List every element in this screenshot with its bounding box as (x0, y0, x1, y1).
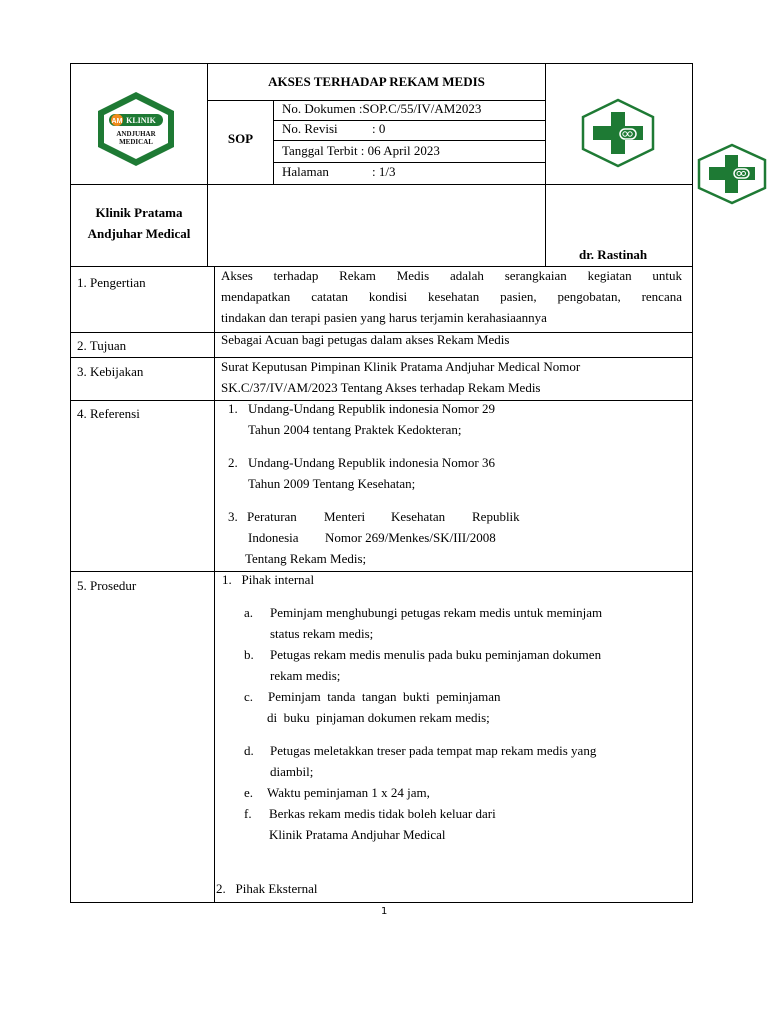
logo-name-line1: ANDJUHAR (116, 130, 156, 138)
referensi-item-line: Nomor 269/Menkes/SK/III/2008 (325, 530, 496, 545)
step-letter: e. (244, 785, 254, 800)
referensi-number: 1. (228, 401, 238, 416)
section-label-tujuan: 2. Tujuan (77, 338, 127, 353)
referensi-item-line: Tahun 2009 Tentang Kesehatan; (248, 476, 416, 491)
referensi-item-line: Undang-Undang Republik indonesia Nomor 36 (248, 455, 495, 470)
revision-label: No. Revisi (282, 121, 338, 136)
doc-number: No. Dokumen :SOP.C/55/IV/AM2023 (282, 101, 482, 116)
step-line: Peminjam menghubungi petugas rekam medis untuk meminjam (270, 605, 603, 620)
referensi-word: Peraturan (247, 509, 297, 524)
issue-date: Tanggal Terbit : 06 April 2023 (282, 143, 440, 158)
step-line: rekam medis; (270, 668, 341, 683)
step-line: Petugas meletakkan treser pada tempat map rekam medis yang (270, 743, 597, 758)
step-line: Petugas rekam medis menulis pada buku peminjaman dokumen (270, 647, 602, 662)
kebijakan-line: Surat Keputusan Pimpinan Klinik Pratama Andjuhar Medical Nomor (221, 359, 581, 374)
document-title: AKSES TERHADAP REKAM MEDIS (268, 74, 485, 89)
pengertian-line: mendapatkan catatan kondisi kesehatan pasien, pengobatan, rencana (221, 289, 682, 304)
section-label-kebijakan: 3. Kebijakan (77, 364, 144, 379)
referensi-number: 2. (228, 455, 238, 470)
referensi-item-line: Tentang Rekam Medis; (245, 551, 367, 566)
clinic-logo (95, 90, 177, 168)
sop-label: SOP (227, 131, 254, 146)
step-line: status rekam medis; (270, 626, 374, 641)
page-value: : 1/3 (372, 164, 396, 179)
health-cross-icon (579, 98, 657, 168)
pengertian-line: Akses terhadap Rekam Medis adalah serangkaian kegiatan untuk (221, 268, 682, 283)
prosedur-external-heading: 2. Pihak Eksternal (216, 881, 318, 896)
step-letter: a. (244, 605, 254, 620)
step-line: di buku pinjaman dokumen rekam medis; (267, 710, 490, 725)
section-label-pengertian: 1. Pengertian (77, 275, 146, 290)
referensi-word: Menteri (324, 509, 366, 524)
logo-badge-text: KLINIK (126, 116, 156, 125)
referensi-item-line: Indonesia (248, 530, 299, 545)
step-line: Berkas rekam medis tidak boleh keluar dari (269, 806, 496, 821)
logo-am-text: AM (111, 118, 123, 125)
step-letter: c. (244, 689, 254, 704)
referensi-word: Kesehatan (391, 509, 446, 524)
referensi-number: 3. (228, 509, 238, 524)
referensi-word: Republik (472, 509, 520, 524)
step-letter: f. (244, 806, 252, 821)
revision-value: : 0 (372, 121, 386, 136)
step-letter: b. (244, 647, 254, 662)
logo-name-line2: MEDICAL (119, 138, 153, 146)
step-line: Peminjam tanda tangan bukti peminjaman (268, 689, 501, 704)
step-line: diambil; (270, 764, 314, 779)
step-letter: d. (244, 743, 254, 758)
kebijakan-line: SK.C/37/IV/AM/2023 Tentang Akses terhadap Rekam Medis (221, 380, 541, 395)
step-line: Waktu peminjaman 1 x 24 jam, (267, 785, 430, 800)
clinic-name-line2: Andjuhar Medical (87, 226, 191, 241)
referensi-item-line: Undang-Undang Republik indonesia Nomor 29 (248, 401, 495, 416)
step-line: Klinik Pratama Andjuhar Medical (269, 827, 446, 842)
section-label-prosedur: 5. Prosedur (77, 578, 137, 593)
page-number: 1 (381, 906, 388, 917)
pengertian-line: tindakan dan terapi pasien yang harus terjamin kerahasiaannya (221, 310, 547, 325)
clinic-name-line1: Klinik Pratama (95, 205, 183, 220)
signatory-name: dr. Rastinah (579, 247, 648, 262)
pengertian-text (221, 265, 682, 328)
referensi-item-line: Tahun 2004 tentang Praktek Kedokteran; (248, 422, 462, 437)
page-label: Halaman (282, 164, 329, 179)
health-cross-icon-secondary (696, 143, 768, 205)
section-label-referensi: 4. Referensi (77, 406, 140, 421)
tujuan-text: Sebagai Acuan bagi petugas dalam akses Rekam Medis (221, 332, 510, 347)
prosedur-internal-heading: 1. Pihak internal (222, 572, 315, 587)
